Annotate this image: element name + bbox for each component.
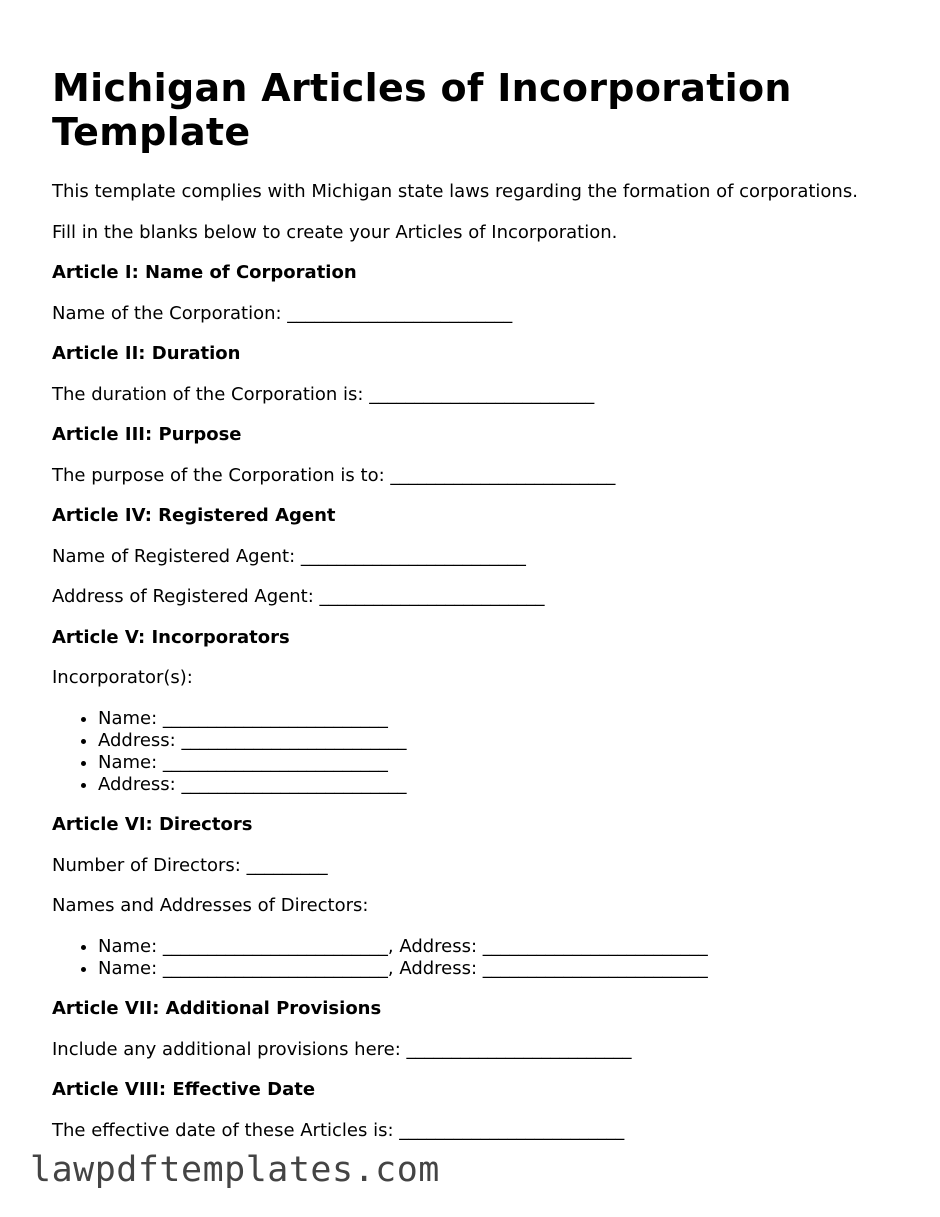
purpose-field: The purpose of the Corporation is to: _________________________ (52, 464, 616, 486)
list-item: • Name: _________________________, Address: _________________________ (98, 936, 912, 958)
list-item: • Address: _________________________ (98, 774, 912, 796)
article-5-heading: Article V: Incorporators (52, 626, 290, 648)
list-item: • Address: _________________________ (98, 730, 912, 752)
registered-agent-name-field: Name of Registered Agent: _________________________ (52, 545, 526, 567)
article-6-heading: Article VI: Directors (52, 814, 253, 835)
list-item: • Name: _________________________, Address: _________________________ (98, 958, 912, 980)
list-item: • Name: _________________________ (98, 752, 912, 774)
directors-label: Names and Addresses of Directors: (52, 895, 369, 916)
corporation-name-field: Name of the Corporation: _________________________ (52, 302, 513, 324)
document-page (52, 66, 912, 1160)
article-4-heading: Article IV: Registered Agent (52, 505, 336, 526)
additional-provisions-field: Include any additional provisions here: _________________________ (52, 1038, 632, 1060)
directors-list (52, 936, 912, 980)
article-1-heading: Article I: Name of Corporation (52, 262, 357, 283)
incorporators-list (52, 708, 912, 796)
intro-instructions: Fill in the blanks below to create your Articles of Incorporation. (52, 221, 618, 243)
article-7-heading: Article VII: Additional Provisions (52, 998, 382, 1019)
registered-agent-address-field: Address of Registered Agent: _________________________ (52, 586, 545, 607)
document-title: Michigan Articles of Incorporation Template (52, 66, 792, 154)
duration-field: The duration of the Corporation is: _________________________ (52, 383, 595, 405)
article-2-heading: Article II: Duration (52, 343, 241, 364)
article-3-heading: Article III: Purpose (52, 424, 242, 445)
effective-date-field: The effective date of these Articles is: _________________________ (52, 1119, 625, 1141)
number-of-directors-field: Number of Directors: _________ (52, 854, 328, 876)
incorporators-label: Incorporator(s): (52, 667, 193, 688)
intro-compliance: This template complies with Michigan state laws regarding the formation of corporations. (52, 181, 858, 202)
article-8-heading: Article VIII: Effective Date (52, 1079, 316, 1100)
list-item: • Name: _________________________ (98, 708, 912, 730)
site-watermark: lawpdftemplates.com (30, 1150, 440, 1190)
